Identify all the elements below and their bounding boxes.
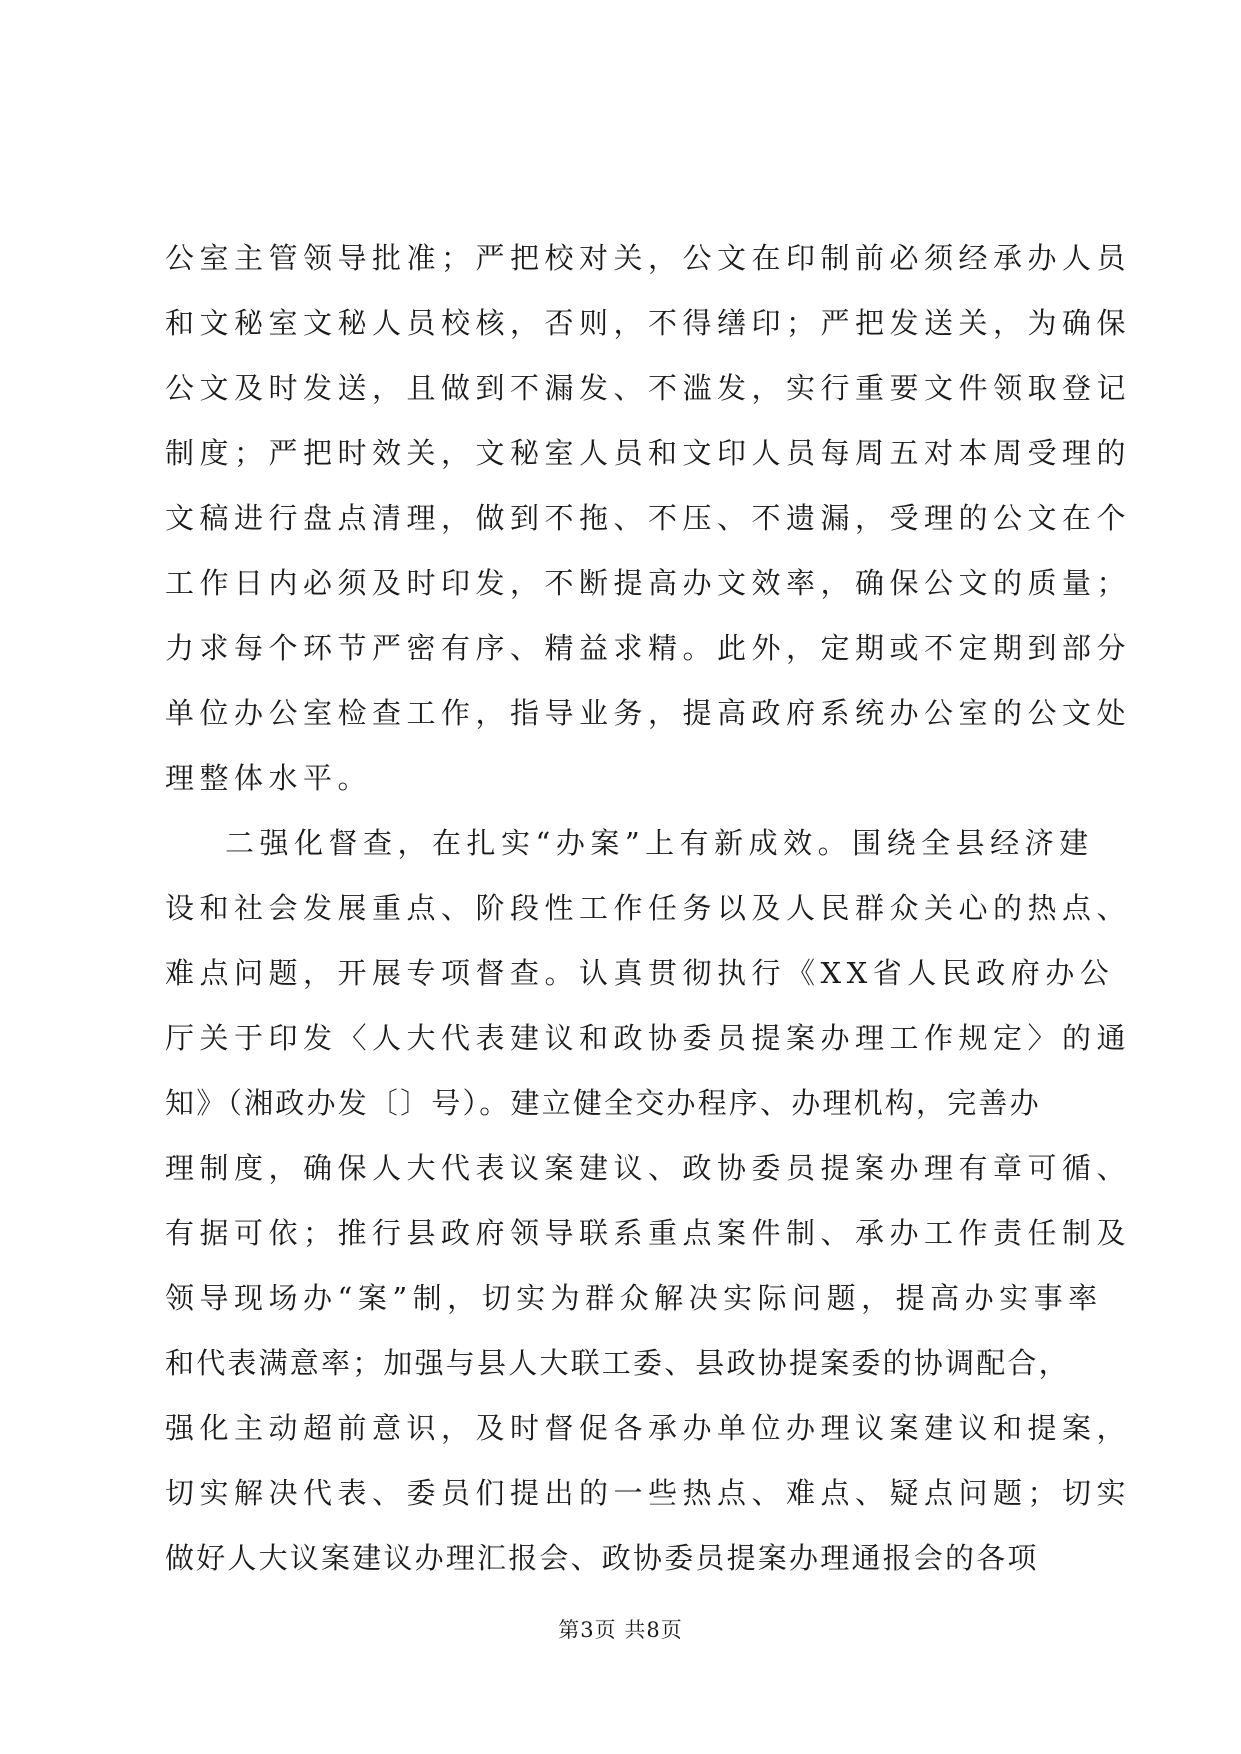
text-line: 工作日内必须及时印发，不断提高办文效率，确保公文的质量；	[165, 566, 1132, 600]
text-line: 做好人大议案建议办理汇报会、政协委员提案办理通报会的各项	[165, 1541, 1039, 1575]
text-line: 和文秘室文秘人员校核，否则，不得缮印；严把发送关，为确保	[165, 306, 1132, 340]
text-line: 难点问题，开展专项督查。认真贯彻执行《XX省人民政府办公	[165, 956, 1115, 990]
text-line: 力求每个环节严密有序、精益求精。此外，定期或不定期到部分	[165, 631, 1132, 665]
text-line: 知》（湘政办发〔〕号）。建立健全交办程序、办理机构，完善办	[165, 1086, 1041, 1120]
text-line: 切实解决代表、委员们提出的一些热点、难点、疑点问题；切实	[165, 1476, 1132, 1510]
text-line: 制度；严把时效关，文秘室人员和文印人员每周五对本周受理的	[165, 436, 1132, 470]
text-line: 和代表满意率；加强与县人大联工委、县政协提案委的协调配合，	[165, 1346, 1070, 1380]
text-line: 文稿进行盘点清理，做到不拖、不压、不遗漏，受理的公文在个	[165, 501, 1132, 535]
page-number-footer: 第3页 共8页	[558, 1618, 683, 1642]
text-line: 设和社会发展重点、阶段性工作任务以及人民群众关心的热点、	[165, 891, 1132, 925]
text-line: 厅关于印发〈人大代表建议和政协委员提案办理工作规定〉的通	[165, 1021, 1132, 1055]
text-line: 单位办公室检查工作，指导业务，提高政府系统办公室的公文处	[165, 696, 1132, 730]
text-line: 理整体水平。	[165, 761, 373, 795]
text-line: 有据可依；推行县政府领导联系重点案件制、承办工作责任制及	[165, 1216, 1132, 1250]
document-body	[165, 226, 1132, 1591]
text-line: 公室主管领导批准；严把校对关，公文在印制前必须经承办人员	[165, 241, 1132, 275]
text-line: 理制度，确保人大代表议案建议、政协委员提案办理有章可循、	[165, 1151, 1132, 1185]
text-line: 公文及时发送，且做到不漏发、不滥发，实行重要文件领取登记	[165, 371, 1132, 405]
text-line: 强化主动超前意识，及时督促各承办单位办理议案建议和提案，	[165, 1411, 1132, 1445]
text-line: 领导现场办“案”制，切实为群众解决实际问题，提高办实事率	[165, 1281, 1103, 1315]
paragraph-start-line: 二强化督查，在扎实“办案”上有新成效。围绕全县经济建	[225, 826, 1094, 860]
